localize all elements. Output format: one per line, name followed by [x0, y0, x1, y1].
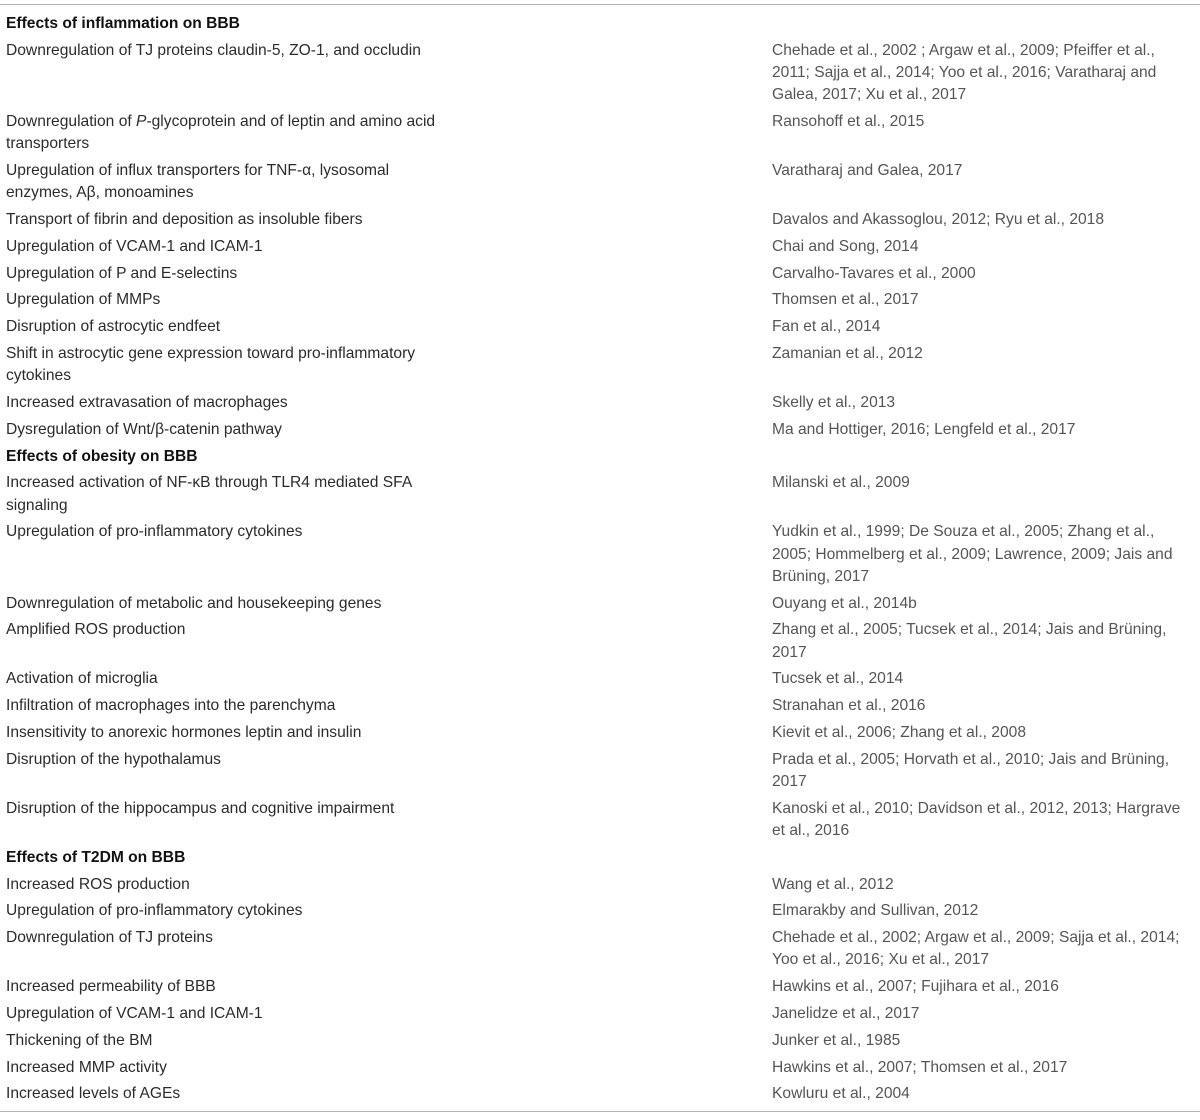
effect-cell: Dysregulation of Wnt/β-catenin pathway — [6, 420, 282, 438]
effect-text-suffix: -glycoprotein and of leptin and amino acid transporters — [6, 113, 436, 153]
reference-cell: Ransohoff et al., 2015 — [772, 113, 925, 130]
effect-cell: Shift in astrocytic gene expression toward pro-inflammatory cytokines — [6, 344, 416, 385]
table-row — [0, 695, 1200, 722]
reference-cell: Chehade et al., 2002 ; Argaw et al., 2009; Pfeiffer et al., 2011; Sajja et al., 2014; Yoo et al., 2016; Varatharaj and Galea, 2017; Xu et al., 2017 — [772, 41, 1157, 104]
section-heading-t2dm: Effects of T2DM on BBB — [6, 848, 186, 866]
effect-cell: Transport of fibrin and deposition as insoluble fibers — [6, 211, 363, 228]
effect-cell: Upregulation of influx transporters for TNF-α, lysosomal enzymes, Aβ, monoamines — [6, 162, 390, 202]
effect-cell: Disruption of the hypothalamus — [6, 750, 221, 768]
reference-cell: Tucsek et al., 2014 — [772, 670, 904, 688]
table-row — [0, 976, 1200, 1003]
effect-cell: Downregulation of TJ proteins — [6, 929, 213, 947]
table-row — [0, 343, 1200, 392]
table-row — [0, 209, 1200, 236]
effect-cell: Downregulation of metabolic and housekeeping genes — [6, 594, 382, 612]
table-row — [0, 111, 1200, 160]
table-row — [0, 798, 1200, 847]
effect-cell: Increased levels of AGEs — [6, 1085, 181, 1103]
reference-cell: Yudkin et al., 1999; De Souza et al., 2005; Zhang et al., 2005; Hommelberg et al., 2009; Lawrence, 2009; Jais and Brüning, 2017 — [772, 523, 1173, 585]
reference-cell: Ouyang et al., 2014b — [772, 594, 917, 612]
effect-cell: Upregulation of pro-inflammatory cytokines — [6, 523, 303, 541]
table-row — [0, 289, 1200, 316]
reference-cell: Janelidze et al., 2017 — [772, 1004, 920, 1022]
table-row — [0, 1057, 1200, 1084]
reference-cell: Kievit et al., 2006; Zhang et al., 2008 — [772, 723, 1026, 741]
effect-cell: Disruption of astrocytic endfeet — [6, 318, 221, 336]
reference-cell: Kanoski et al., 2010; Davidson et al., 2012, 2013; Hargrave et al., 2016 — [772, 799, 1181, 839]
effect-cell: Infiltration of macrophages into the parenchyma — [6, 697, 336, 715]
effect-cell: Upregulation of VCAM-1 and ICAM-1 — [6, 237, 263, 255]
reference-cell: Ma and Hottiger, 2016; Lengfeld et al., 2017 — [772, 420, 1076, 438]
effect-cell: Upregulation of MMPs — [6, 291, 161, 309]
table-row — [0, 927, 1200, 976]
section-heading-inflammation: Effects of inflammation on BBB — [6, 15, 240, 32]
effect-cell: Downregulation of TJ proteins claudin-5, ZO-1, and occludin — [6, 41, 421, 59]
effect-cell: Activation of microglia — [6, 670, 158, 688]
effect-text-prefix: Downregulation of — [6, 113, 137, 130]
table-row — [0, 722, 1200, 749]
reference-cell: Chai and Song, 2014 — [772, 237, 919, 255]
reference-cell: Skelly et al., 2013 — [772, 393, 896, 411]
effect-cell: Increased extravasation of macrophages — [6, 393, 288, 411]
table-row — [0, 160, 1200, 209]
table-bottom-rule — [0, 1111, 1200, 1112]
table-row — [0, 1083, 1200, 1110]
reference-cell: Elmarakby and Sullivan, 2012 — [772, 902, 979, 920]
effect-cell: Increased permeability of BBB — [6, 978, 216, 996]
table-row — [0, 472, 1200, 521]
effect-text-italic: P — [136, 113, 147, 130]
reference-cell: Prada et al., 2005; Horvath et al., 2010; Jais and Brüning, 2017 — [772, 750, 1170, 790]
reference-cell: Milanski et al., 2009 — [772, 474, 910, 492]
table-body — [0, 13, 1200, 1110]
reference-cell: Zhang et al., 2005; Tucsek et al., 2014; Jais and Brüning, 2017 — [772, 621, 1167, 661]
table-row — [0, 668, 1200, 695]
table-row — [0, 316, 1200, 343]
table-top-rule — [0, 4, 1200, 5]
table-row — [0, 521, 1200, 592]
effect-cell: Upregulation of P and E-selectins — [6, 264, 238, 282]
reference-cell: Varatharaj and Galea, 2017 — [772, 162, 963, 179]
table-row — [0, 749, 1200, 798]
table-row — [0, 1003, 1200, 1030]
reference-cell: Hawkins et al., 2007; Thomsen et al., 2017 — [772, 1058, 1068, 1076]
table-row — [0, 1030, 1200, 1057]
reference-cell: Fan et al., 2014 — [772, 318, 881, 336]
reference-cell: Thomsen et al., 2017 — [772, 291, 919, 309]
effect-cell: Upregulation of VCAM-1 and ICAM-1 — [6, 1004, 263, 1022]
table-row — [0, 236, 1200, 263]
table-row — [0, 874, 1200, 901]
effect-cell: Insensitivity to anorexic hormones leptin and insulin — [6, 723, 362, 741]
reference-cell: Carvalho-Tavares et al., 2000 — [772, 264, 976, 282]
section-heading-obesity: Effects of obesity on BBB — [6, 447, 198, 465]
reference-cell: Hawkins et al., 2007; Fujihara et al., 2016 — [772, 978, 1059, 996]
reference-cell: Davalos and Akassoglou, 2012; Ryu et al., 2018 — [772, 211, 1105, 228]
table-row — [0, 40, 1200, 111]
effect-cell: Upregulation of pro-inflammatory cytokines — [6, 902, 303, 920]
table-row — [0, 900, 1200, 927]
effect-cell: Disruption of the hippocampus and cognitive impairment — [6, 799, 395, 817]
reference-cell: Chehade et al., 2002; Argaw et al., 2009; Sajja et al., 2014; Yoo et al., 2016; Xu et al., 2017 — [772, 929, 1180, 969]
table-row — [0, 392, 1200, 419]
table-row — [0, 619, 1200, 668]
reference-cell: Wang et al., 2012 — [772, 875, 894, 893]
reference-cell: Kowluru et al., 2004 — [772, 1085, 910, 1103]
reference-cell: Junker et al., 1985 — [772, 1031, 901, 1049]
reference-cell: Stranahan et al., 2016 — [772, 697, 926, 715]
table-row — [0, 419, 1200, 446]
effect-cell: Increased ROS production — [6, 875, 190, 893]
effect-cell: Increased MMP activity — [6, 1058, 167, 1076]
effect-cell: Increased activation of NF-κB through TLR4 mediated SFA signaling — [6, 474, 412, 514]
effect-cell: Amplified ROS production — [6, 621, 186, 639]
table-row — [0, 263, 1200, 290]
effect-cell: Thickening of the BM — [6, 1031, 153, 1049]
table-row — [0, 593, 1200, 620]
reference-cell: Zamanian et al., 2012 — [772, 344, 923, 362]
effect-cell — [0, 111, 452, 155]
